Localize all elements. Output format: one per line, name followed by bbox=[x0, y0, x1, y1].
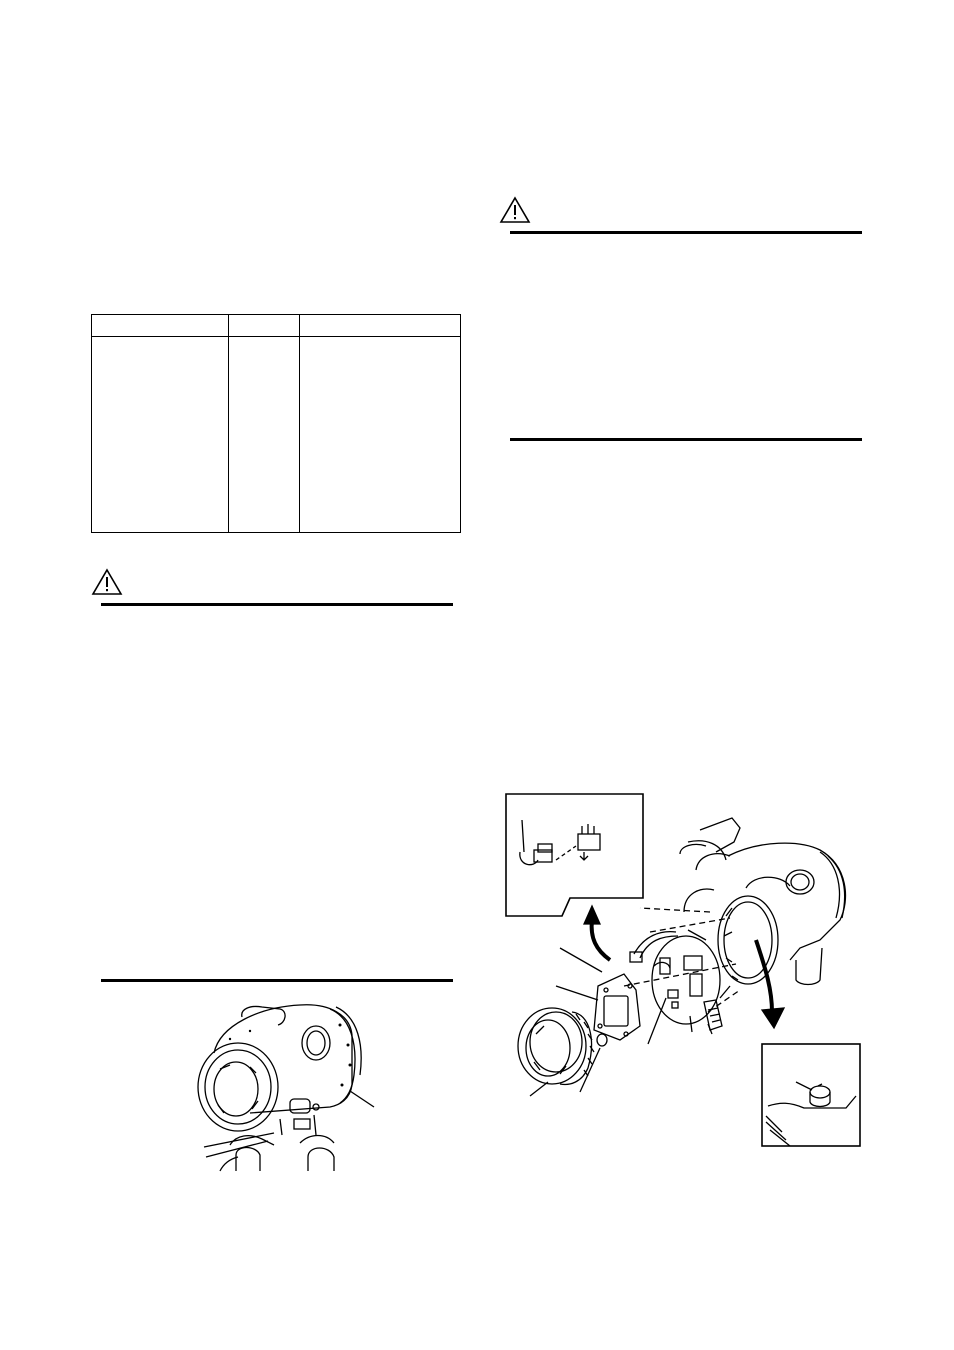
section-rule bbox=[510, 438, 862, 441]
table-header-rule bbox=[92, 336, 460, 337]
warning-triangle-icon bbox=[91, 568, 123, 596]
spec-table bbox=[91, 314, 461, 533]
table-col-rule bbox=[228, 315, 229, 532]
caution-rule-top bbox=[101, 603, 453, 606]
caution-rule-top bbox=[510, 231, 862, 234]
table-col-rule bbox=[299, 315, 300, 532]
exploded-assembly-figure bbox=[500, 790, 870, 1160]
warning-triangle-icon bbox=[499, 196, 531, 224]
transmitter-housing-figure bbox=[190, 995, 390, 1175]
section-rule bbox=[101, 979, 453, 982]
